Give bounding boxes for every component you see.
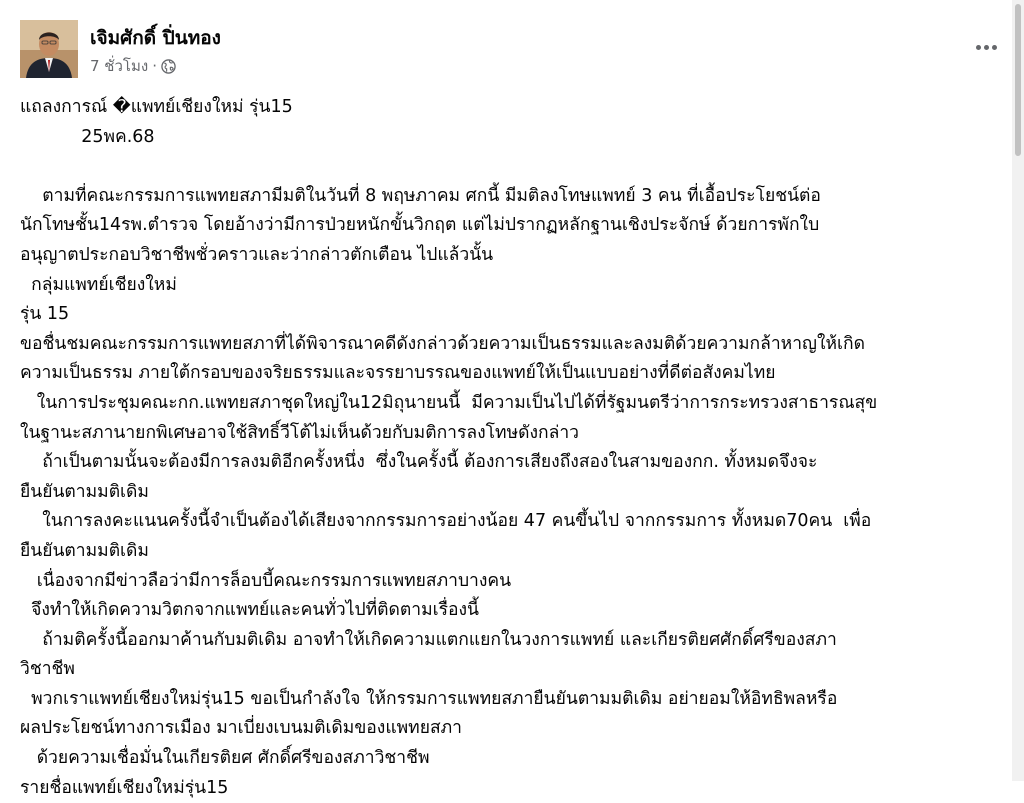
post-line: กลุ่มแพทย์เชียงใหม่ — [20, 274, 177, 295]
post-line: รายชื่อแพทย์เชียงใหม่รุ่น15 — [20, 777, 229, 798]
post-line: ความเป็นธรรม ภายใต้กรอบของจริยธรรมและจรรยาบรรณของแพทย์ให้เป็นแบบอย่างที่ดีต่อสังคมไทย — [20, 363, 776, 384]
post-line: ในการประชุมคณะกก.แพทยสภาชุดใหญ่ใน12มิถุนายนนี้ มีความเป็นไปได้ที่รัฐมนตรีว่าการกระทรวงสาธารณสุข — [20, 392, 878, 413]
globe-icon[interactable] — [161, 59, 176, 74]
post-meta — [90, 54, 176, 78]
post-line: เนื่องจากมีข่าวลือว่ามีการล็อบบี้คณะกรรมการแพทยสภาบางคน — [20, 570, 512, 591]
post-line: ผลประโยชน์ทางการเมือง มาเบี่ยงเบนมติเดิมของแพทยสภา — [20, 718, 462, 739]
post-line: ในฐานะสภานายกพิเศษอาจใช้สิทธิ์วีโต้ไม่เห็นด้วยกับมติการลงโทษดังกล่าว — [20, 422, 580, 443]
post-line: ในการลงคะแนนครั้งนี้จำเป็นต้องได้เสียงจากกรรมการอย่างน้อย 47 คนขึ้นไป จากกรรมการ ทั้งหมด70คน เพื่อ — [20, 511, 872, 532]
post-line: ถ้ามติครั้งนี้ออกมาค้านกับมติเดิม อาจทำให้เกิดความแตกแยกในวงการแพทย์ และเกียรติยศศักดิ์ศรีของสภา — [20, 629, 837, 650]
post-line: ยืนยันตามมติเดิม — [20, 540, 149, 561]
post-line: ขอชื่นชมคณะกรรมการแพทยสภาที่ได้พิจารณาคดีดังกล่าวด้วยความเป็นธรรมและลงมติด้วยความกล้าหาญให้เกิด — [20, 333, 865, 354]
post-line: รุ่น 15 — [20, 304, 70, 325]
more-options-icon[interactable] — [968, 32, 1004, 62]
post-line: จึงทำให้เกิดความวิตกจากแพทย์และคนทั่วไปที่ติดตามเรื่องนี้ — [20, 600, 480, 621]
post-line: ยืนยันตามมติเดิม — [20, 481, 149, 502]
scrollbar[interactable] — [1012, 0, 1024, 781]
post-line: แถลงการณ์ �แพทย์เชียงใหม่ รุ่น15 — [20, 97, 293, 117]
post-header — [20, 20, 1012, 80]
avatar-photo — [20, 20, 78, 78]
post-line: วิชาชีพ — [20, 659, 75, 680]
post-line: นักโทษชั้น14รพ.ตำรวจ โดยอ้างว่ามีการป่วยหนักขั้นวิกฤต แต่ไม่ปรากฏหลักฐานเชิงประจักษ์ ด้วยการพักใบ — [20, 215, 820, 236]
meta-separator: · — [152, 57, 157, 75]
post-line: พวกเราแพทย์เชียงใหม่รุ่น15 ขอเป็นกำลังใจ ให้กรรมการแพทยสภายืนยันตามมติเดิม อย่ายอมให้อิทธิพลหรือ — [20, 688, 838, 709]
post-line: อนุญาตประกอบวิชาชีพชั่วคราวและว่ากล่าวตักเตือน ไปแล้วนั้น — [20, 244, 494, 265]
scrollbar-thumb[interactable] — [1015, 4, 1021, 156]
post-line: ด้วยความเชื่อมั่นในเกียรติยศ ศักดิ์ศรีของสภาวิชาชีพ — [20, 748, 430, 769]
author-name[interactable]: เจิมศักดิ์ ปิ่นทอง — [90, 27, 221, 49]
post-body — [20, 93, 1010, 803]
post-line: 25พค.68 — [20, 126, 155, 147]
author-avatar[interactable] — [20, 20, 78, 78]
post-line: ถ้าเป็นตามนั้นจะต้องมีการลงมติอีกครั้งหนึ่ง ซึ่งในครั้งนี้ ต้องการเสียงถึงสองในสามของกก. ทั้งหมดจึงจะ — [20, 452, 818, 473]
post-line — [20, 152, 1010, 182]
post-line: ตามที่คณะกรรมการแพทยสภามีมติในวันที่ 8 พฤษภาคม ศกนี้ มีมติลงโทษแพทย์ 3 คน ที่เอื้อประโยชน์ต่อ — [20, 185, 821, 206]
post-time[interactable]: 7 ชั่วโมง — [90, 57, 149, 75]
